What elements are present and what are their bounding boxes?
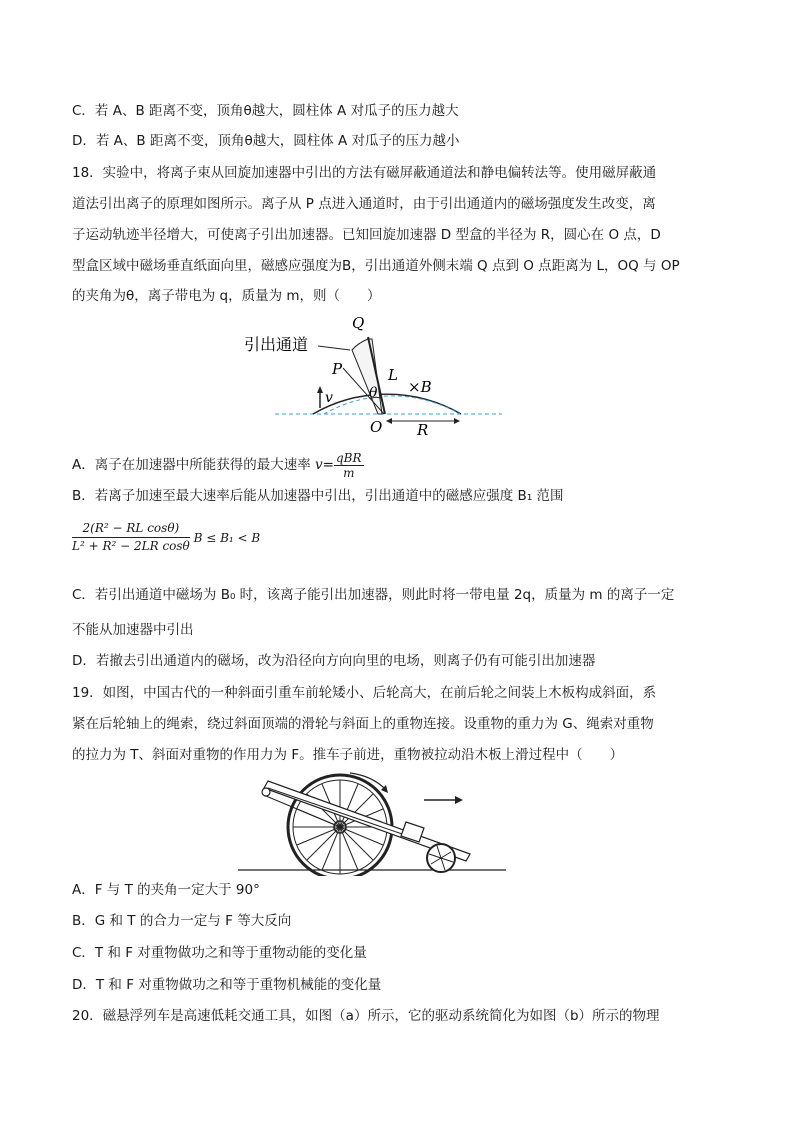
pulley [262,788,270,796]
q18-option-b: B．若离子加速至最大速率后能从加速器中引出，引出通道中的磁感应强度 B₁ 范围 [72,488,564,504]
q20-text-line-1: 20．磁悬浮列车是高速低耗交通工具，如图（a）所示，它的驱动系统简化为如图（b）所示的物理 [72,1008,660,1024]
q18-option-a-var: v [315,457,323,473]
q19-text-line-2: 紧在后轮轴上的绳索，绕过斜面顶端的滑轮与斜面上的重物连接。设重物的重力为 G、绳索对重物 [72,716,654,732]
b-range-numerator: 2(R² − RL cosθ) [72,520,190,538]
q18-text-line-4: 型盒区域中磁场垂直纸面向里，磁感应强度为B，引出通道外侧末端 Q 点到 O 点距离为 L，OQ 与 OP [72,258,680,274]
label-b: ×B [408,378,432,396]
inner-dashed-arc [324,396,460,414]
q19-option-a: A．F 与 T 的夹角一定大于 90° [72,882,260,898]
b-range-denominator: L² + R² − 2LR cosθ [72,539,190,553]
label-o: O [370,418,383,436]
q18-text-line-5: 的夹角为θ，离子带电为 q，质量为 m，则（ ） [72,288,381,304]
q18-option-c-line-1: C．若引出通道中磁场为 B₀ 时，该离子能引出加速器，则此时将一带电量 2q，质量为 m 的离子一定 [72,587,675,603]
velocity-arrowhead [317,386,323,393]
q19-option-d: D．T 和 F 对重物做功之和等于重物机械能的变化量 [72,977,382,993]
radius-arrow-left [386,418,392,424]
q18-text-line-2: 道法引出离子的原理如图所示。离子从 P 点进入通道时，由于引出通道内的磁场强度发生改变，离 [72,196,656,212]
option-d-previous: D．若 A、B 距离不变，顶角θ越大，圆柱体 A 对瓜子的压力越小 [72,133,460,149]
q19-text-line-1: 19．如图，中国古代的一种斜面引重车前轮矮小、后轮高大，在前后轮之间装上木板构成斜面，系 [72,685,657,701]
label-channel: 引出通道 [244,335,309,354]
fraction-denominator: m [343,465,355,480]
q19-option-b: B．G 和 T 的合力一定与 F 等大反向 [72,913,292,929]
q18-option-c-line-2: 不能从加速器中引出 [72,622,194,638]
label-q: Q [352,314,365,332]
q18-option-b-formula [72,520,260,564]
channel-pointer [318,346,350,350]
label-p: P [332,360,343,378]
label-r: R [417,421,429,439]
q19-option-c: C．T 和 F 对重物做功之和等于重物动能的变化量 [72,945,367,961]
q18-text-line-1: 18．实验中，将离子束从回旋加速器中引出的方法有磁屏蔽通道法和静电偏转法等。使用磁屏蔽通 [72,165,657,181]
label-l: L [388,366,398,384]
radius-arrow-right [454,418,460,424]
option-c-previous: C．若 A、B 距离不变，顶角θ越大，圆柱体 A 对瓜子的压力越大 [72,103,459,119]
label-v: v [325,390,333,406]
cart-figure [238,770,513,876]
q18-option-d: D．若撤去引出通道内的磁场，改为沿径向方向向里的电场，则离子仍有可能引出加速器 [72,653,596,669]
b-range-inequality: B ≤ B₁ < B [193,530,261,545]
q18-option-a-text: A．离子在加速器中所能获得的最大速率 [72,457,316,473]
d-shape-arc [313,394,461,414]
q18-option-a [72,448,722,482]
motion-arrowhead [455,796,463,804]
fraction-numerator: qBR [335,450,362,465]
q19-text-line-3: 的拉力为 T、斜面对重物的作用力为 F。推车子前进，重物被拉动沿木板上滑过程中（ ） [72,747,624,763]
label-theta: θ [369,385,378,401]
cyclotron-figure [240,310,510,442]
b-range-fraction [72,520,190,555]
q18-option-a-eq: = [322,457,334,473]
q18-option-a-fraction [334,451,364,480]
q18-text-line-3: 子运动轨迹半径增大，可使离子引出加速器。已知回旋加速器 D 型盒的半径为 R，圆心在 O 点，D [72,227,661,243]
